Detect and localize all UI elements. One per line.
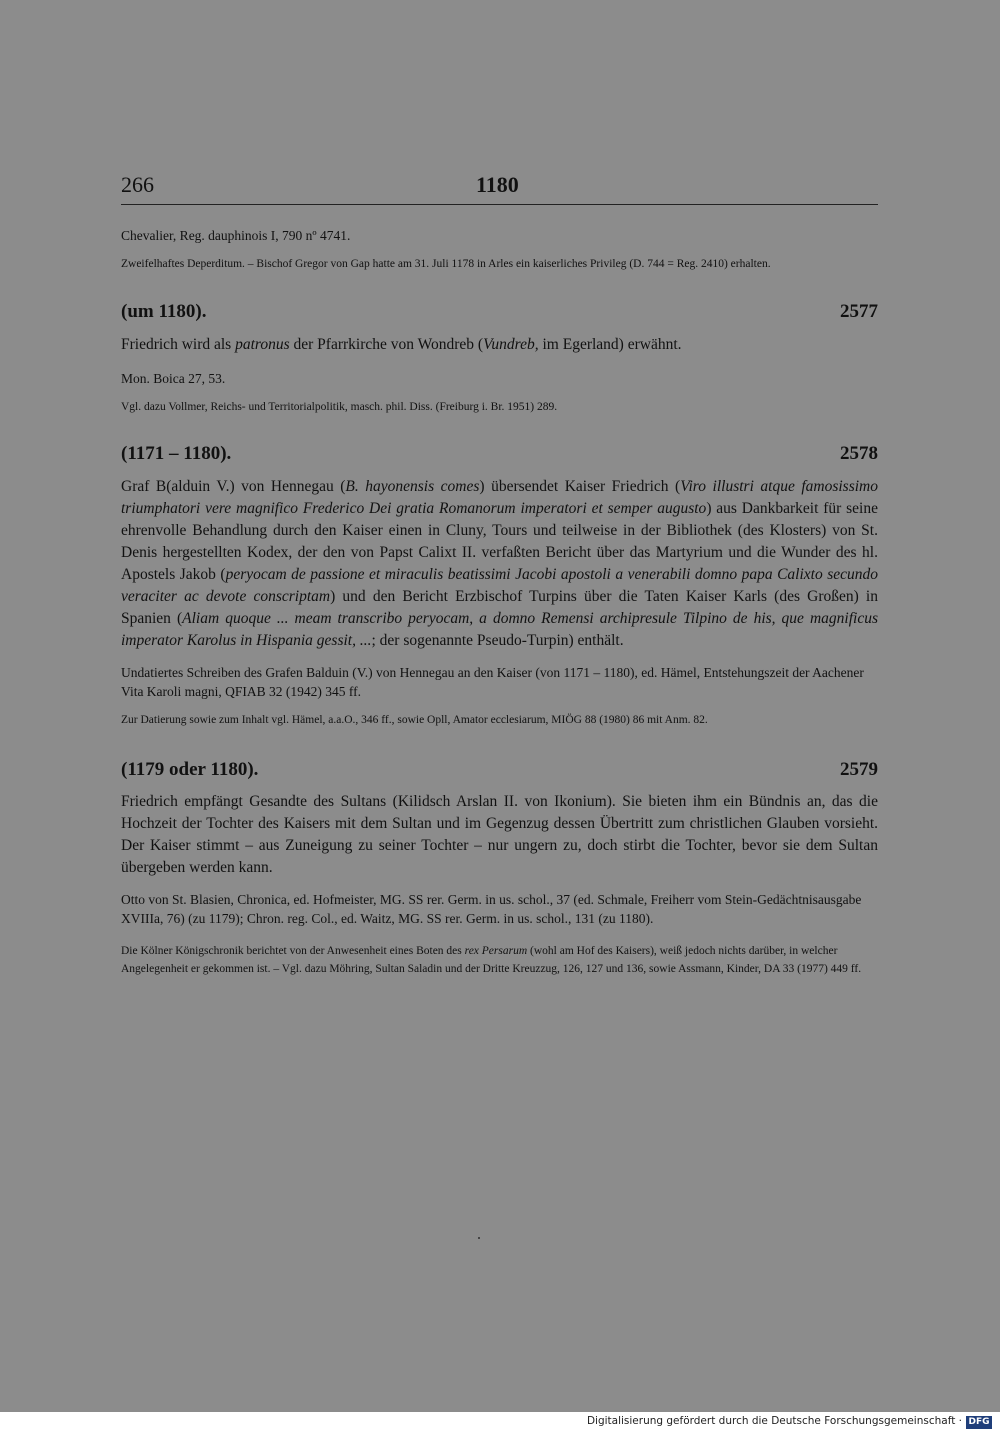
running-year: 1180 xyxy=(476,172,519,197)
page-number: 266 xyxy=(121,172,154,197)
source-citation: Undatiertes Schreiben des Grafen Balduin (V.) von Hennegau an den Kaiser (von 1171 – 1180), ed. Hämel, Entstehungszeit der Aachener Vita Karoli magni, QFIAB 32 (1942) 345 ff. xyxy=(121,665,864,699)
entry-number: 2577 xyxy=(840,301,878,322)
funding-notice: Digitalisierung gefördert durch die Deutsche Forschungsgemeinschaft · xyxy=(586,1415,962,1427)
editorial-note: Vgl. dazu Vollmer, Reichs- und Territorialpolitik, masch. phil. Diss. (Freiburg i. Br. 1951) 289. xyxy=(121,401,558,413)
entry-date: (um 1180). xyxy=(121,301,207,322)
regest-text-2578: Graf B(alduin V.) von Hennegau (B. hayonensis comes) übersendet Kaiser Friedrich (Viro illustri atque famosissimo triumphatori vere magnifico Frederico Dei gratia Romanorum imperatori et semper augusto) aus Dankbarkeit für seine ehrenvolle Behandlung durch den Kaiser einen in Cluny, Tours und teilweise in der Bibliothek (des Klosters) von St. Denis hergestellten Kodex, der den von Papst Calixt II. verfaßten Bericht über das Martyrium und die Wunder des hl. Apostels Jakob (peryocam de passione et miraculis beatissimi Jacobi apostoli a venerabili domno papa Calixto secundo veraciter ac devote conscriptam) und den Bericht Erzbischof Turpins über die Taten Kaiser Karls (des Großen) in Spanien (Aliam quoque ... meam transcribo peryocam, a domno Remensi archipresule Tilpino de his, que magnificus imperator Karolus in Hispania gessit, ...; der sogenannte Pseudo-Turpin) enthält. xyxy=(121,478,878,649)
editorial-note: Die Kölner Königschronik berichtet von der Anwesenheit eines Boten des rex Persarum (wohl am Hof des Kaisers), weiß jedoch nichts darüber, in welcher Angelegenheit er gekommen ist. – Vgl. dazu Möhring, Sultan Saladin und der Dritte Kreuzzug, 126, 127 und 136, sowie Assmann, Kinder, DA 33 (1977) 449 ff. xyxy=(121,945,862,975)
entry-date: (1171 – 1180). xyxy=(121,443,232,464)
editorial-note: Zweifelhaftes Deperditum. – Bischof Gregor von Gap hatte am 31. Juli 1178 in Arles ein kaiserliches Privileg (D. 744 = Reg. 2410) erhalten. xyxy=(121,258,771,270)
regest-text-2577: Friedrich wird als patronus der Pfarrkirche von Wondreb (Vundreb, im Egerland) erwähnt. xyxy=(121,336,682,353)
speck-mark xyxy=(478,1237,480,1239)
source-citation: Mon. Boica 27, 53. xyxy=(121,371,226,386)
editorial-note: Zur Datierung sowie zum Inhalt vgl. Hämel, a.a.O., 346 ff., sowie Opll, Amator ecclesiarum, MIÖG 88 (1980) 86 mit Anm. 82. xyxy=(121,714,708,726)
regest-text-2579: Friedrich empfängt Gesandte des Sultans (Kilidsch Arslan II. von Ikonium). Sie bieten ihm ein Bündnis an, das die Hochzeit der Tochter des Kaisers mit dem Sultan und im Gegenzug dessen Übertritt zum christlichen Glauben vorsieht. Der Kaiser stimmt – aus Zuneigung zu seiner Tochter – nur ungern zu, doch stirbt die Tochter, bevor sie dem Sultan übergeben werden kann. xyxy=(121,793,878,876)
dfg-logo: DFG xyxy=(966,1416,992,1429)
source-citation: Chevalier, Reg. dauphinois I, 790 nº 4741. xyxy=(121,228,351,243)
source-citation: Otto von St. Blasien, Chronica, ed. Hofmeister, MG. SS rer. Germ. in us. schol., 37 (ed. Schmale, Freiherr vom Stein-Gedächtnisausgabe XVIIIa, 76) (zu 1179); Chron. reg. Col., ed. Waitz, MG. SS rer. Germ. in us. schol., 131 (zu 1180). xyxy=(121,892,862,926)
entry-number: 2579 xyxy=(840,759,878,780)
page-header xyxy=(121,172,878,205)
entry-number: 2578 xyxy=(840,443,878,464)
footer-bar xyxy=(0,1412,1000,1434)
entry-date: (1179 oder 1180). xyxy=(121,759,259,780)
